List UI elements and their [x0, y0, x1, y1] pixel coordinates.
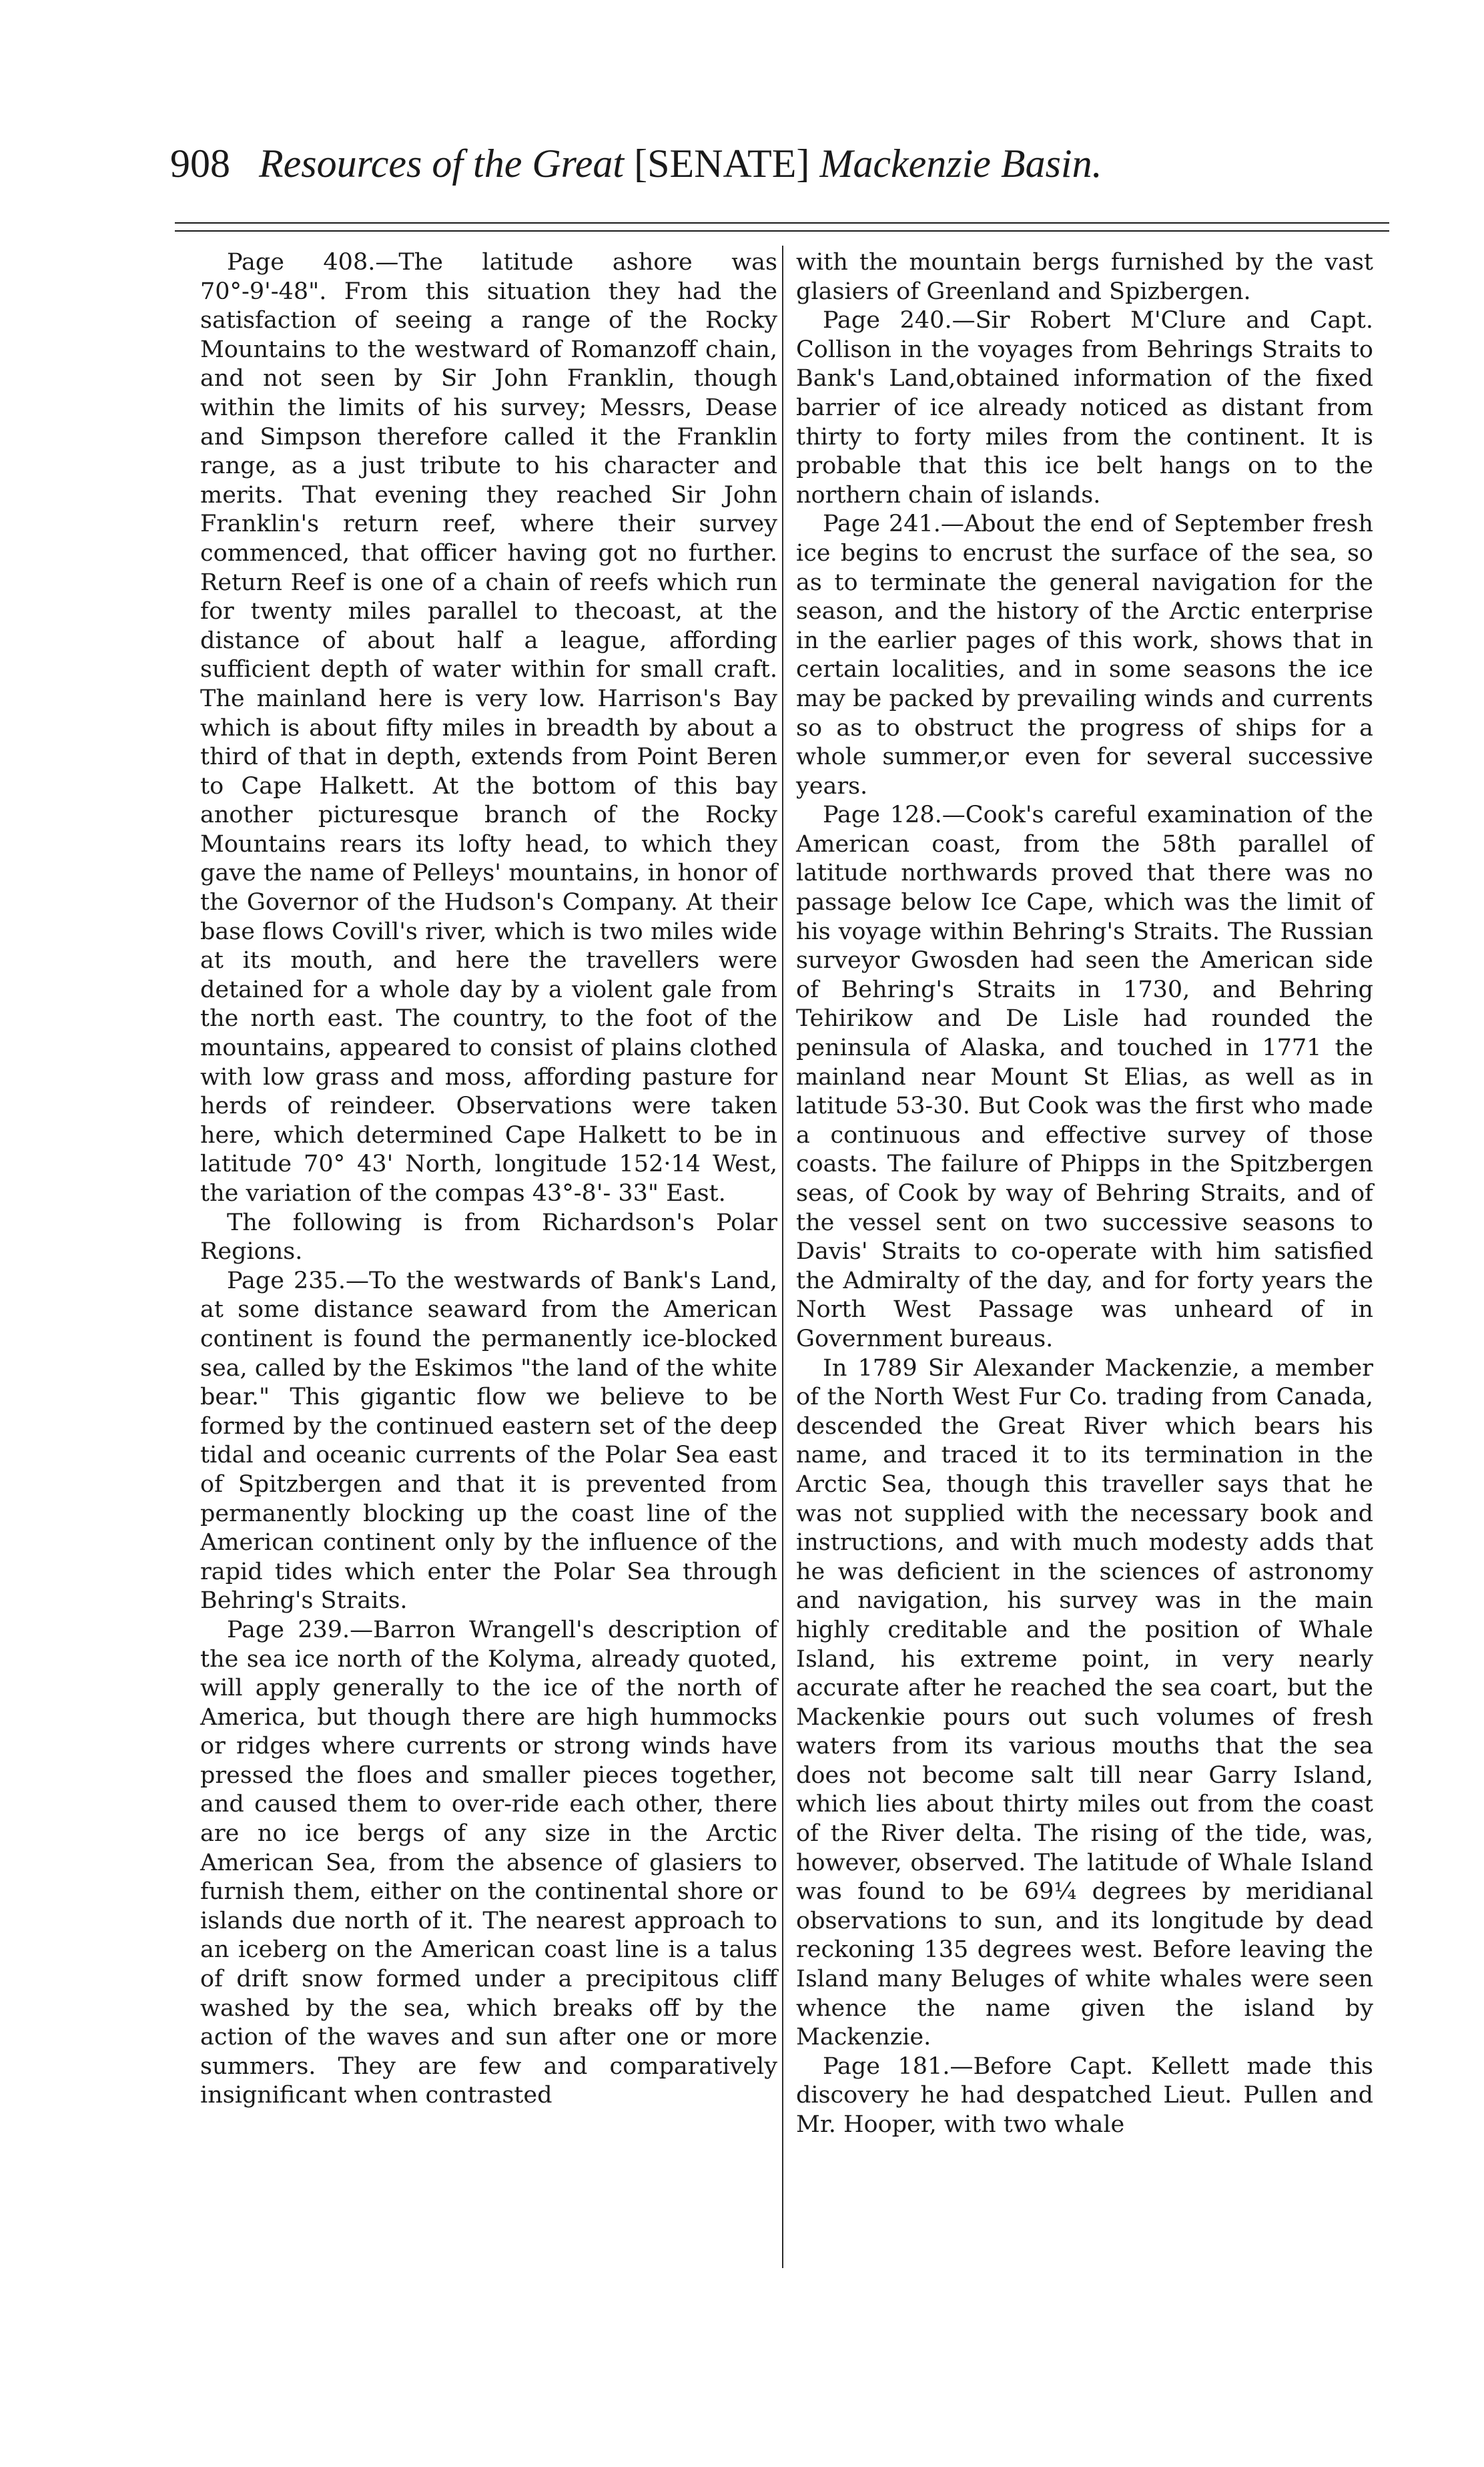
header-rule-top: [175, 222, 1389, 224]
paragraph-richardson-intro: The following is from Richardson's Polar Regions.: [200, 1209, 777, 1266]
header-rule-bottom: [175, 230, 1389, 232]
paragraph-page-241: Page 241.—About the end of September fresh ice begins to encrust the surface of the sea, so as to terminate the general navigation for the season, and the history of the Arctic enterprise in the earlier pages of this work, shows that in certain localities, and in some seasons the ice may be packed by prevailing winds and currents so as to obstruct the progress of ships for a whole summer,or even for several successive years.: [796, 511, 1373, 800]
paragraph-page-240: Page 240.—Sir Robert M'Clure and Capt. Collison in the voyages from Behrings Straits to Bank's Land,obtained information of the fixed barrier of ice already noticed as distant from thirty to forty miles from the continent. It is probable that this ice belt hangs on to the northern chain of islands.: [796, 307, 1373, 509]
page-header: [170, 137, 1371, 190]
left-column: [200, 248, 777, 2111]
column-divider: [782, 246, 783, 2268]
paragraph-page-235: Page 235.—To the westwards of Bank's Land, at some distance seaward from the American continent is found the permanently ice-blocked sea, called by the Eskimos "the land of the white bear." This gigantic flow we believe to be formed by the continued eastern set of the deep tidal and oceanic currents of the Polar Sea east of Spitzbergen and that it is prevented from permanently blocking up the coast line of the American continent only by the influence of the rapid tides which enter the Polar Sea through Behring's Straits.: [200, 1267, 777, 1615]
right-column: [796, 248, 1373, 2140]
paragraph-page-239: Page 239.—Barron Wrangell's description of the sea ice north of the Kolyma, already quoted, will apply generally to the ice of the north of America, but though there are high hummocks or ridges where currents or strong winds have pressed the floes and smaller pieces together, and caused them to over-ride each other, there are no ice bergs of any size in the Arctic American Sea, from the absence of glasiers to furnish them, either on the continental shore or islands due north of it. The nearest approach to an iceberg on the American coast line is a talus of drift snow formed under a precipitous cliff washed by the sea, which breaks off by the action of the waves and sun after one or more summers. They are few and comparatively insignificant when contrasted: [200, 1616, 777, 2109]
paragraph-page-408: Page 408.—The latitude ashore was 70°-9'-48". From this situation they had the satisfaction of seeing a range of the Rocky Mountains to the westward of Romanzoff chain, and not seen by Sir John Franklin, though within the limits of his survey; Messrs, Dease and Simpson therefore called it the Franklin range, as a just tribute to his character and merits. That evening they reached Sir John Franklin's return reef, where their survey commenced, that officer having got no further. Return Reef is one of a chain of reefs which run for twenty miles parallel to thecoast, at the distance of about half a league, affording sufficient depth of water within for small craft. The mainland here is very low. Harrison's Bay which is about fifty miles in breadth by about a third of that in depth, extends from Point Beren to Cape Halkett. At the bottom of this bay another picturesque branch of the Rocky Mountains rears its lofty head, to which they gave the name of Pelleys' mountains, in honor of the Governor of the Hudson's Company. At their base flows Covill's river, which is two miles wide at its mouth, and here the travellers were detained for a whole day by a violent gale from the north east. The country, to the foot of the mountains, appeared to consist of plains clothed with low grass and moss, affording pasture for herds of reindeer. Observations were taken here, which determined Cape Halkett to be in latitude 70° 43' North, longitude 152·14 West, the variation of the compas 43°-8'- 33" East.: [200, 249, 777, 1207]
senate-label: [SENATE]: [634, 142, 810, 186]
running-title-part1: Resources of the Great: [259, 142, 625, 186]
paragraph-page-181: Page 181.—Before Capt. Kellett made this discovery he had despatched Lieut. Pullen and Mr. Hooper, with two whale: [796, 2052, 1373, 2138]
running-title-part2: Mackenzie Basin.: [819, 142, 1102, 186]
paragraph-mackenzie-1789: In 1789 Sir Alexander Mackenzie, a member of the North West Fur Co. trading from Canada, descended the Great River which bears his name, and traced it to its termination in the Arctic Sea, though this traveller says that he was not supplied with the necessary book and instructions, and with much modesty adds that he was deficient in the sciences of astronomy and navigation, his survey was in the main highly creditable and the position of Whale Island, his extreme point, in very nearly accurate after he reached the sea coart, but the Mackenkie pours out such volumes of fresh waters from its various mouths that the sea does not become salt till near Garry Island, which lies about thirty miles out from the coast of the River delta. The rising of the tide, was, however, observed. The latitude of Whale Island was found to be 69¼ degrees by meridianal observations to sun, and its longitude by dead reckoning 135 degrees west. Before leaving the Island many Beluges of white whales were seen whence the name given the island by Mackenzie.: [796, 1354, 1373, 2051]
paragraph-page-128: Page 128.—Cook's careful examination of the American coast, from the 58th parallel of latitude northwards proved that there was no passage below Ice Cape, which was the limit of his voyage within Behring's Straits. The Russian surveyor Gwosden had seen the American side of Behring's Straits in 1730, and Behring Tehirikow and De Lisle had rounded the peninsula of Alaska, and touched in 1771 the mainland near Mount St Elias, as well as in latitude 53-30. But Cook was the first who made a continuous and effective survey of those coasts. The failure of Phipps in the Spitzbergen seas, of Cook by way of Behring Straits, and of the vessel sent on two successive seasons to Davis' Straits to co-operate with him satisfied the Admiralty of the day, and for forty years the North West Passage was unheard of in Government bureaus.: [796, 802, 1373, 1352]
page-number: 908: [170, 142, 230, 186]
paragraph-continued: with the mountain bergs furnished by the vast glasiers of Greenland and Spizbergen.: [796, 249, 1373, 305]
